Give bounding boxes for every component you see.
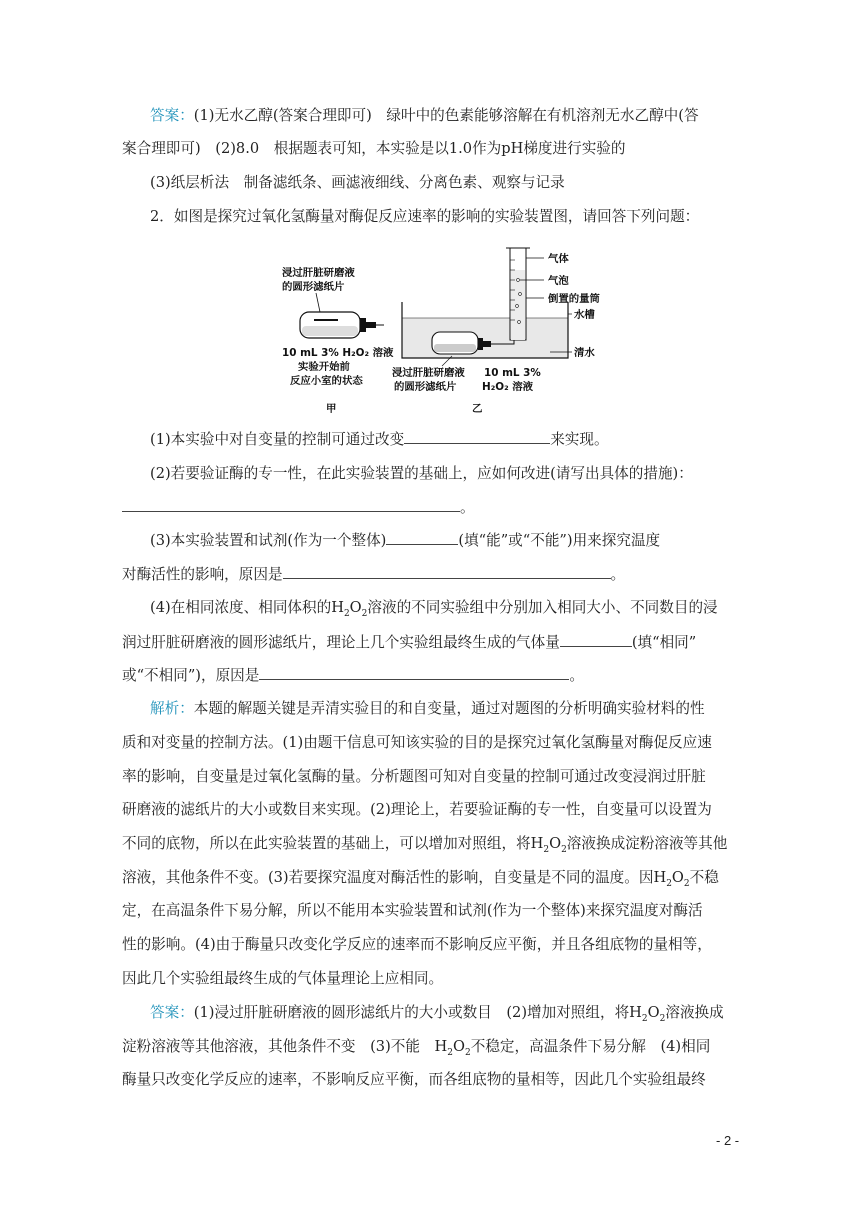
yi-label-b1: 浸过肝脏研磨液 — [392, 367, 465, 379]
jia-label-b3: 反应小室的状态 — [290, 375, 363, 387]
yi-label-b2: 的圆形滤纸片 — [394, 381, 457, 393]
answer2-line1: 答案：(1)浸过肝脏研磨液的圆形滤纸片的大小或数目 (2)增加对照组，将$H_2O_2$溶液换成 — [150, 1004, 724, 1024]
jia-label-top1: 浸过肝脏研磨液 — [282, 267, 355, 279]
jia-label-top2: 的圆形滤纸片 — [282, 281, 345, 293]
label-gas: 气体 — [548, 253, 569, 265]
page-number: - 2 - — [716, 1133, 740, 1148]
question2-part4-line2: 润过肝脏研磨液的圆形滤纸片，理论上几个实验组最终生成的气体量 (填“相同” — [122, 631, 746, 654]
analysis-line6: 溶液，其他条件不变。(3)若要探究温度对酶活性的影响，自变量是不同的温度。因$H_2O_2$不稳 — [122, 869, 719, 889]
label-water: 清水 — [574, 347, 595, 359]
answer1-line1: 答案：(1)无水乙醇(答案合理即可) 绿叶中的色素能够溶解在有机溶剂无水乙醇中(答 — [150, 107, 699, 124]
label-cylinder: 倒置的量筒 — [548, 293, 600, 305]
answer-blank[interactable] — [283, 563, 611, 579]
answer-blank[interactable] — [259, 664, 569, 680]
analysis-line2: 质和对变量的控制方法。(1)由题干信息可知该实验的目的是探究过氧化氢酶量对酶促反应速 — [122, 734, 712, 751]
jia-label-b1: 10 mL 3% H₂O₂ 溶液 — [282, 347, 394, 359]
question2-part2: (2)若要验证酶的专一性，在此实验装置的基础上，应如何改进(请写出具体的措施)： — [150, 465, 693, 482]
question2-part4-line3: 或“不相同”)，原因是 。 — [122, 664, 746, 687]
answer-label: 答案： — [150, 1004, 194, 1021]
analysis-line3: 率的影响，自变量是过氧化氢酶的量。分析题图可知对自变量的控制可通过改变浸润过肝脏 — [122, 768, 706, 785]
answer1-line2: 案合理即可) (2)8.0 根据题表可知，本实验是以1.0作为pH梯度进行实验的 — [122, 140, 626, 157]
question2-part2-blank-line: 。 — [122, 496, 746, 519]
answer2-line3: 酶量只改变化学反应的速率，不影响反应平衡，而各组底物的量相等，因此几个实验组最终 — [122, 1071, 706, 1088]
analysis-line9: 因此几个实验组最终生成的气体量理论上应相同。 — [122, 970, 444, 987]
answer1-line3: (3)纸层析法 制备滤纸条、画滤液细线、分离色素、观察与记录 — [150, 174, 565, 191]
question2-part3-line1: (3)本实验装置和试剂(作为一个整体) (填“能”或“不能”)用来探究温度 — [150, 529, 746, 552]
question2-part4-line1: (4)在相同浓度、相同体积的$H_2O_2$溶液的不同实验组中分别加入相同大小、不同数目的浸 — [150, 599, 718, 619]
yi-label-b4: H₂O₂ 溶液 — [482, 381, 534, 393]
label-bubble: 气泡 — [548, 275, 569, 287]
label-tank: 水槽 — [574, 309, 595, 321]
answer-blank[interactable] — [560, 631, 632, 647]
yi-label-b3: 10 mL 3% — [484, 367, 541, 379]
analysis-line8: 性的影响。(4)由于酶量只改变化学反应的速率而不影响反应平衡，并且各组底物的量相等， — [122, 936, 712, 953]
analysis-line4: 研磨液的滤纸片的大小或数目来实现。(2)理论上，若要验证酶的专一性，自变量可以设置为 — [122, 801, 712, 818]
answer-label: 答案： — [150, 107, 194, 124]
yi-caption: 乙 — [472, 403, 483, 415]
analysis-line5: 不同的底物，所以在此实验装置的基础上，可以增加对照组，将$H_2O_2$溶液换成淀粉溶液等其他 — [122, 835, 728, 855]
question2-part1: (1)本实验中对自变量的控制可通过改变 来实现。 — [150, 428, 746, 451]
answer2-line2: 淀粉溶液等其他溶液，其他条件不变 (3)不能 $H_2O_2$不稳定，高温条件下易分解 (4)相同 — [122, 1038, 711, 1058]
answer-blank[interactable] — [404, 428, 550, 444]
question2-part3-line2: 对酶活性的影响，原因是 。 — [122, 563, 746, 586]
analysis-line7: 定，在高温条件下易分解，所以不能用本实验装置和试剂(作为一个整体)来探究温度对酶活 — [122, 902, 703, 919]
question2-stem: 2．如图是探究过氧化氢酶量对酶促反应速率的影响的实验装置图，请回答下列问题： — [150, 208, 700, 225]
answer-blank[interactable] — [122, 496, 460, 512]
analysis-label: 解析： — [150, 700, 194, 717]
jia-caption: 甲 — [326, 403, 337, 415]
jia-label-b2: 实验开始前 — [298, 361, 350, 373]
answer-blank[interactable] — [386, 529, 458, 545]
experiment-figure — [280, 240, 610, 418]
analysis-line1: 解析：本题的解题关键是弄清实验目的和自变量，通过对题图的分析明确实验材料的性 — [150, 700, 705, 717]
